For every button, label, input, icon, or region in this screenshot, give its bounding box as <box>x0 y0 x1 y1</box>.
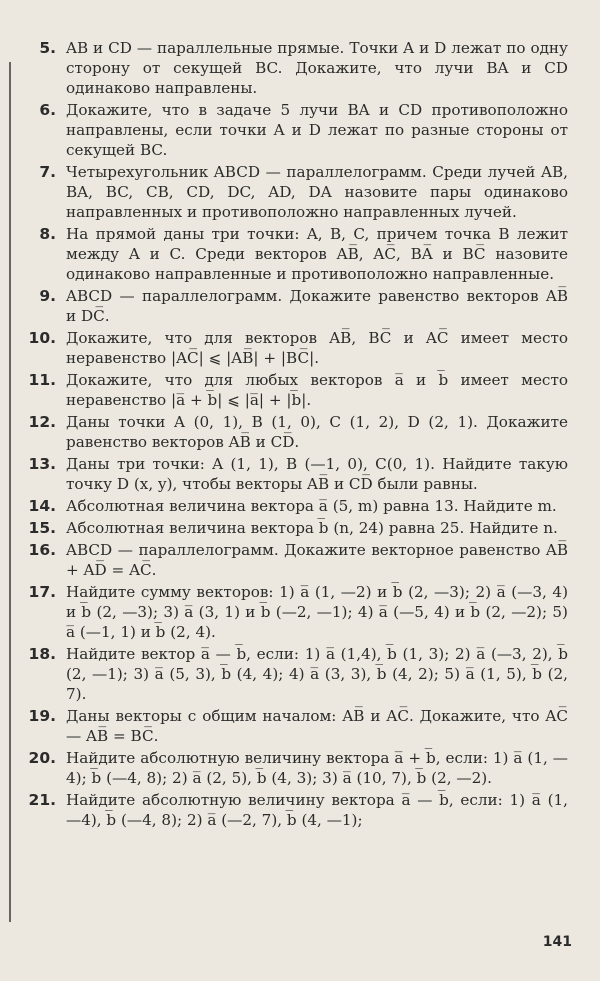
problem-number: 19. <box>28 707 56 725</box>
problem-number: 10. <box>28 329 56 347</box>
problem-number: 21. <box>28 791 56 809</box>
problem-number: 14. <box>28 497 56 515</box>
problem-9 <box>0 286 600 326</box>
problem-list <box>0 38 600 832</box>
problem-15 <box>0 518 600 538</box>
problem-number: 13. <box>28 455 56 473</box>
problem-text: Абсолютная величина вектора b̅ (n, 24) равна 25. Найдите n. <box>66 519 558 537</box>
problem-text: Найдите вектор a̅ — b̅, если: 1) a̅ (1,4), b̅ (1, 3); 2) a̅ (—3, 2), b̅ (2, —1); 3) a̅ (5, 3), b̅ (4, 4); 4) a̅ (3, 3), b̅ (4, 2); 5) a̅ (1, 5), b̅ (2, 7). <box>66 645 568 703</box>
problem-text: Найдите сумму векторов: 1) a̅ (1, —2) и b̅ (2, —3); 2) a̅ (—3, 4) и b̅ (2, —3); 3) a̅ (3, 1) и b̅ (—2, —1); 4) a̅ (—5, 4) и b̅ (2, —2); 5) a̅ (—1, 1) и b̅ (2, 4). <box>66 583 568 641</box>
problem-19 <box>0 706 600 746</box>
problem-number: 15. <box>28 519 56 537</box>
problem-text: Даны три точки: A (1, 1), B (—1, 0), C(0, 1). Найдите такую точку D (x, y), чтобы векторы AB̅ и CD̅ были равны. <box>66 455 568 493</box>
problem-number: 8. <box>39 225 56 243</box>
problem-12 <box>0 412 600 452</box>
problem-14 <box>0 496 600 516</box>
problem-text: Абсолютная величина вектора a̅ (5, m) равна 13. Найдите m. <box>66 497 557 515</box>
problem-text: Четырехугольник ABCD — параллелограмм. Среди лучей AB, BA, BC, CB, CD, DC, AD, DA назовите пары одинаково направленных и противоположно направленных лучей. <box>66 163 568 221</box>
problem-text: Докажите, что для любых векторов a̅ и b̅ имеет место неравенство |a̅ + b̅| ⩽ |a̅| + |b̅|. <box>66 371 568 409</box>
problem-text: ABCD — параллелограмм. Докажите векторное равенство AB̅ + AD̅ = AC̅. <box>66 541 568 579</box>
problem-number: 16. <box>28 541 56 559</box>
problem-10 <box>0 328 600 368</box>
problem-text: ABCD — параллелограмм. Докажите равенство векторов AB̅ и DC̅. <box>66 287 568 325</box>
problem-text: Даны векторы с общим началом: AB̅ и AC̅. Докажите, что AC̅ — AB̅ = BC̅. <box>66 707 568 745</box>
problem-number: 6. <box>39 101 56 119</box>
problem-number: 12. <box>28 413 56 431</box>
problem-number: 18. <box>28 645 56 663</box>
problem-8 <box>0 224 600 284</box>
problem-number: 17. <box>28 583 56 601</box>
problem-20 <box>0 748 600 788</box>
problem-21 <box>0 790 600 830</box>
problem-number: 7. <box>39 163 56 181</box>
problem-7 <box>0 162 600 222</box>
problem-17 <box>0 582 600 642</box>
problem-11 <box>0 370 600 410</box>
problem-number: 9. <box>39 287 56 305</box>
problem-text: Докажите, что для векторов AB̅, BC̅ и AC̅ имеет место неравенство |AC̅| ⩽ |AB̅| + |BC̅|. <box>66 329 568 367</box>
problem-5 <box>0 38 600 98</box>
problem-number: 5. <box>39 39 56 57</box>
problem-16 <box>0 540 600 580</box>
page-number: 141 <box>542 934 572 950</box>
problem-number: 20. <box>28 749 56 767</box>
problem-6 <box>0 100 600 160</box>
problem-text: Найдите абсолютную величину вектора a̅ — b̅, если: 1) a̅ (1, —4), b̅ (—4, 8); 2) a̅ (—2, 7), b̅ (4, —1); <box>66 791 568 829</box>
problem-text: На прямой даны три точки: A, B, C, причем точка B лежит между A и C. Среди векторов AB̅, AC̅, BA̅ и BC̅ назовите одинаково направленные и противоположно направленные. <box>66 225 568 283</box>
problem-13 <box>0 454 600 494</box>
problem-text: Найдите абсолютную величину вектора a̅ + b̅, если: 1) a̅ (1, —4); b̅ (—4, 8); 2) a̅ (2, 5), b̅ (4, 3); 3) a̅ (10, 7), b̅ (2, —2). <box>66 749 568 787</box>
problem-text: Докажите, что в задаче 5 лучи BA и CD противоположно направлены, если точки A и D лежат по разные стороны от секущей BC. <box>66 101 568 159</box>
problem-text: AB и CD — параллельные прямые. Точки A и D лежат по одну сторону от секущей BC. Докажите, что лучи BA и CD одинаково направлены. <box>66 39 568 97</box>
problem-number: 11. <box>28 371 56 389</box>
problem-18 <box>0 644 600 704</box>
problem-text: Даны точки A (0, 1), B (1, 0), C (1, 2), D (2, 1). Докажите равенство векторов AB̅ и CD̅. <box>66 413 568 451</box>
